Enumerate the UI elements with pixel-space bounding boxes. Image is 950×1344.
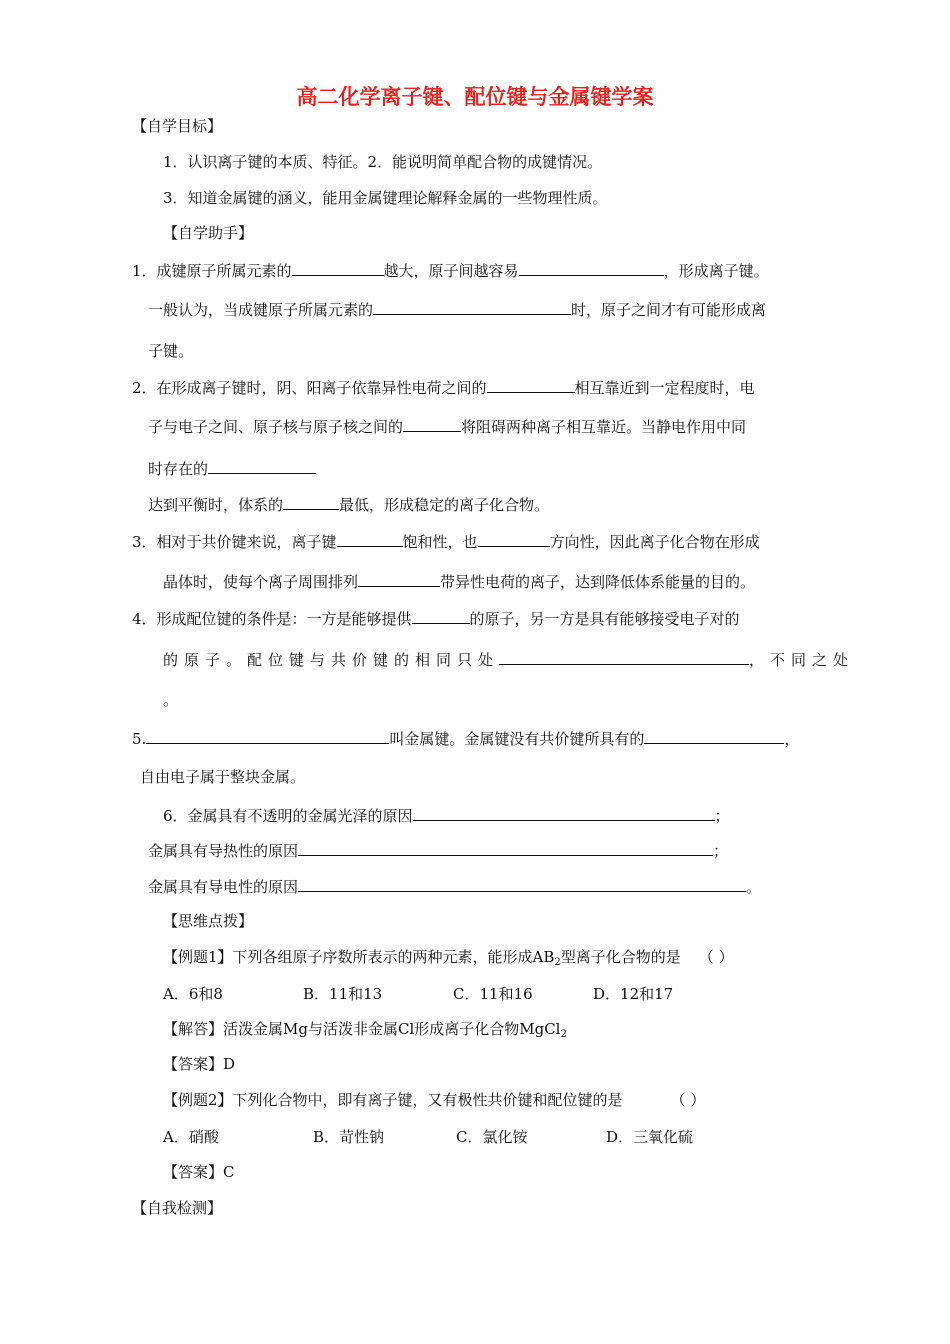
helper-heading: 【自学助手】 [163,224,254,242]
ex2-answer-paren: （ ） [670,1091,706,1109]
thinking-heading: 【思维点拨】 [163,912,254,930]
q6-text-c: 金属具有导热性的原因 [148,842,299,860]
q3-blank-2[interactable] [478,531,550,547]
question-6-line-1 [163,805,730,826]
ex1-solution-sub: 2 [560,1029,567,1040]
page-title: 高二化学离子键、配位键与金属键学案 [296,85,654,109]
q6-text-d: ； [713,842,729,860]
q2-text-d: 将阻碍两种离子相互靠近。当静电作用中同 [461,418,747,436]
q6-text-b: ； [714,807,730,825]
question-5-line-1 [132,728,799,749]
q6-text-e: 金属具有导电性的原因 [148,878,299,896]
ex2-option-c[interactable]: C．氯化铵 [456,1128,528,1146]
self-test-heading: 【自我检测】 [132,1199,223,1217]
q5-blank-1[interactable] [146,728,389,744]
example-1-solution [163,1019,567,1039]
ex2-option-d[interactable]: D．三氧化硫 [606,1128,694,1146]
q2-text-c: 子与电子之间、原子核与原子核之间的 [148,418,404,436]
q3-text-d: 晶体时，使每个离子周围排列 [163,573,359,591]
q3-blank-1[interactable] [337,531,403,547]
ex1-option-c[interactable]: C．11和16 [453,985,533,1003]
q2-text-b: 相互靠近到一定程度时，电 [574,379,755,397]
objective-line-1: 1．认识离子键的本质、特征。2．能说明简单配合物的成键情况。 [163,153,603,171]
objective-line-2: 3．知道金属键的涵义，能用金属键理论解释金属的一些物理性质。 [163,189,608,207]
ex1-solution-text: 【解答】活泼金属Mg与活泼非金属Cl形成离子化合物MgCl [163,1020,561,1038]
question-2-line-1 [132,377,755,398]
question-2-line-3 [148,458,316,479]
example-2-answer: 【答案】C [163,1163,235,1181]
q3-text-e: 带异性电荷的离子，达到降低体系能量的目的。 [440,573,756,591]
example-2-options [163,1127,693,1147]
ex1-option-a[interactable]: A．6和8 [163,985,223,1003]
ex2-option-b[interactable]: B．苛性钠 [313,1128,385,1146]
question-1-line-3: 子键。 [148,342,194,360]
q1-text-e: 时，原子之间才有可能形成离 [571,301,767,319]
question-5-line-2: 自由电子属于整块金属。 [140,768,306,786]
ex2-question-text: 【例题2】下列化合物中，即有离子键，又有极性共价键和配位键的是 [163,1091,623,1109]
q4-text-a: 4．形成配位键的条件是：一方是能够提供 [132,610,412,628]
q5-text-b: 叫金属键。金属键没有共价键所具有的 [389,730,645,748]
q2-text-a: 2．在形成离子键时，阴、阳离子依靠异性电荷之间的 [132,379,487,397]
example-1-options [163,984,673,1004]
q3-text-b: 饱和性，也 [402,533,478,551]
objectives-heading: 【自学目标】 [132,117,223,135]
ex1-question-sub: 2 [554,957,561,968]
q3-text-a: 3．相对于共价键来说，离子键 [132,533,337,551]
question-6-line-3 [148,876,761,897]
q2-blank-4[interactable] [283,494,339,510]
question-4-line-2 [163,649,854,670]
question-1-line-2 [148,299,766,320]
q2-text-f: 达到平衡时，体系的 [148,496,284,514]
q2-blank-3[interactable] [208,458,316,474]
ex1-answer-paren: （ ） [698,948,734,966]
ex2-option-a[interactable]: A．硝酸 [163,1128,219,1146]
q2-blank-2[interactable] [403,416,461,432]
q4-text-b: 的原子，另一方是具有能够接受电子对的 [469,610,740,628]
question-3-line-2 [163,571,755,592]
q1-text-c: ，形成离子键。 [663,262,769,280]
example-1-question [163,947,734,967]
question-4-line-3: 。 [163,691,179,709]
q6-blank-2[interactable] [298,840,713,856]
q4-blank-2[interactable] [499,649,749,665]
ex1-option-b[interactable]: B．11和13 [303,985,383,1003]
q2-text-e: 时存在的 [148,460,209,478]
question-6-line-2 [148,840,728,861]
q3-blank-3[interactable] [358,571,440,587]
q6-blank-1[interactable] [413,805,715,821]
q4-text-c: 的原子。配位键与共价键的相同只处 [163,651,500,669]
q1-blank-3[interactable] [373,299,571,315]
question-4-line-1 [132,608,740,629]
question-1-line-1 [132,260,769,281]
q6-text-a: 6．金属具有不透明的金属光泽的原因 [163,807,413,825]
q1-text-b: 越大，原子间越容易 [383,262,519,280]
ex1-question-a: 【例题1】下列各组原子序数所表示的两种元素，能形成AB [163,948,555,966]
q5-text-a: 5. [132,730,147,748]
q2-text-g: 最低，形成稳定的离子化合物。 [339,496,550,514]
q5-text-c: ， [784,730,800,748]
example-1-answer: 【答案】D [163,1055,236,1073]
q2-blank-1[interactable] [487,377,575,393]
q6-text-f: 。 [746,878,762,896]
question-2-line-4 [148,494,549,515]
q1-text-a: 1．成键原子所属元素的 [132,262,292,280]
question-3-line-1 [132,531,760,552]
q1-blank-1[interactable] [292,260,384,276]
ex1-option-d[interactable]: D．12和17 [593,985,674,1003]
q4-blank-1[interactable] [412,608,470,624]
q6-blank-3[interactable] [298,876,746,892]
q1-text-d: 一般认为，当成键原子所属元素的 [148,301,374,319]
q3-text-c: 方向性，因此离子化合物在形成 [549,533,760,551]
q5-blank-2[interactable] [644,728,784,744]
q1-blank-2[interactable] [519,260,664,276]
question-2-line-2 [148,416,746,437]
ex1-question-b: 型离子化合物的是 [560,948,681,966]
q4-text-d: ，不同之处 [749,651,855,669]
example-2-question [163,1090,705,1110]
